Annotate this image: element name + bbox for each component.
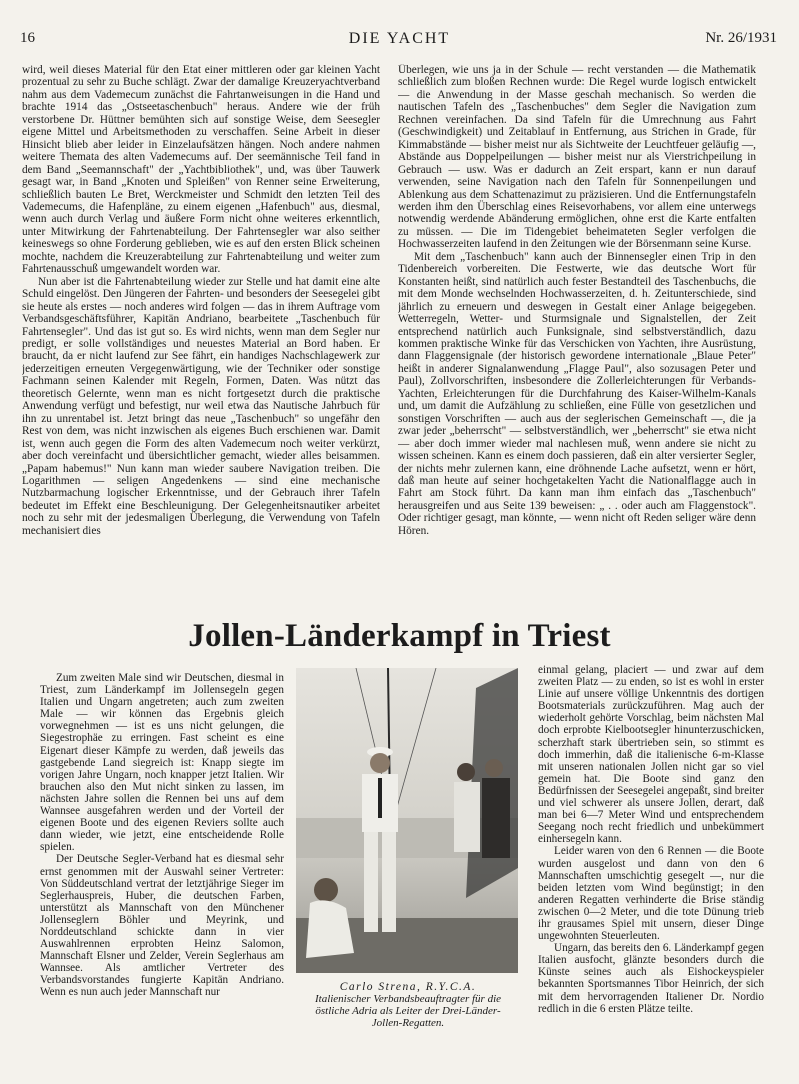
caption-name: Carlo Strena, R.Y.C.A. (339, 981, 477, 993)
upper-left-column (22, 64, 380, 600)
article-left-column (40, 672, 284, 1077)
paragraph: Mit dem „Taschenbuch" kann auch der Binnensegler einen Trip in den Tidenbereich vorbereiten. Die Festwerte, wie das deutsche Wort für Konstanten heißt, sind natürlich auch fester Bestandteil des Taschenbuchs, die mit dem Monde wechselnden Hochwasserzeiten, d. h. Zeitunterschiede, sind jährlich zu erneuern und deswegen in Gestalt einer Anlage beigegeben. Wetterregeln, Wetter- und Sturmsignale und Signalstellen, der Zeit entsprechend natürlich auch Funksignale, sind selbstverständlich, dazu kommen praktische Winke für das Verschicken von Yachten, ihre Ausrüstung, dann Flaggensignale (der historisch gewordene internationale „Blaue Peter" heißt in anderer Signalanwendung „Flagge Paul", also sozusagen Peter und Paul), Zollvorschriften, insbesondere die Zollerleichterungen für Verbands-Yachten, Erleichterungen für die Durchfahrung des Kaiser-Wilhelm-Kanals und, um damit die Aufzählung zu schließen, eine Fülle von gesetzlichen und sonstigen Vorschriften — auch aus der seglerischen Gemeinschaft —, die ja zwar jeder „beherrscht" — selbstverständlich, wer „beherrscht" sie etwa nicht — aber doch immer wieder mal nachlesen muß, wenn andere sie nicht zu wissen scheinen. Kann es einem doch passieren, daß ein alter versierter Segler, der nichts mehr zulernen kann, eine dröhnende Lache aufsetzt, wenn er hört, daß man heute auf seiner hochgetakelten Yacht die Nationalflagge auch in Fahrt am Stock führt. Da kann man ihm einfach das „Taschenbuch" herausgreifen und aus Seite 139 beweisen: „ . . oder auch am Flaggenstock". Oder richtiger gesagt, man könnte, — wenn nicht oft Reden seliger wäre denn Hören. (398, 250, 756, 537)
paragraph: Ungarn, das bereits den 6. Länderkampf gegen Italien ausfocht, glänzte besonders durch die Künste seines auch als Eishockeyspieler bekannten Sportsmannes Tibor Heinrich, der sich mit dem hervorragenden Italiener Dr. Nordio redlich in die 6 ersten Plätze teilte. (538, 942, 764, 1015)
paragraph: Zum zweiten Male sind wir Deutschen, diesmal in Triest, zum Länderkampf im Jollensegeln gegen Italien und Ungarn angetreten; auch zum zweiten Male — wir können das Ergebnis gleich vorwegnehmen — ist es uns nicht gelungen, die Siegestrophäe zu erringen. Fast scheint es eine Eigenart dieser Kämpfe zu werden, daß jeweils das gastgebende Land siegreich ist: Knapp siegte im vorigen Jahre Ungarn, noch knapper jetzt Italien. Wir brauchen also den Mut nicht sinken zu lassen, im nächsten Jahre sollen die Rennen bei uns auf dem Wannsee ausgefahren werden und der Vorteil der eigenen Boote und des eigenen Reviers sollte auch dann wieder, wie jetzt, eine entscheidende Rolle spielen. (40, 672, 284, 854)
issue-number: Nr. 26/1931 (705, 30, 777, 46)
paragraph: Der Deutsche Segler-Verband hat es diesmal sehr ernst genommen mit der Auswahl seiner Vertreter: Von Süddeutschland vertrat der letztjährige Sieger im Seglerhauspreis, Huber, die deutschen Farben, unterstützt als Mannschaft von den Münchener Jollenseglern Böhler und Meyrink, und Norddeutschland schickte dann in vier Auswahlrennen erprobten Heinz Salomon, Mannschaft Elsner und Zelder, Verein Seglerhaus am Wannsee. Als amtlicher Vertreter des Verbandsvorstandes fungierte Kapitän Andriano. Wenn es nun auch jeder Mannschaft nur (40, 853, 284, 999)
page-number: 16 (20, 30, 35, 46)
photo-caption (290, 981, 526, 1029)
caption-line: Italienischer Verbandsbeauftragter für die (314, 993, 502, 1005)
article-headline: Jollen-Länderkampf in Triest (188, 618, 611, 654)
upper-right-column (398, 64, 756, 600)
page-header (0, 30, 799, 52)
photo-illustration (296, 668, 518, 973)
paragraph: wird, weil dieses Material für den Etat einer mittleren oder gar kleinen Yacht prozentual zu sehr zu Buche schlägt. Zwar der damalige Kreuzeryachtverband nahm aus dem Vademecum zunächst die Fahrtanweisungen in die Hand und brachte 1914 das „Ostseetaschenbuch" heraus. Andere wie der früh verstorbene Dr. Hüttner bemühten sich auf sonstige Weise, dem Seesegler eigene Mittel und Arbeitsmethoden zu verschaffen. Seine Arbeit in dieser Hinsicht blieb aber leider in Einzelaufsätzen hängen. Noch andere nahmen weitere Themata des alten Vademecums auf. Der seemännische Teil fand in dem Band „Seemannschaft" der „Yachtbibliothek", und, was über Tauwerk gesagt war, in Band „Knoten und Spleißen" von Renner seine Erweiterung, schließlich bauten Le Bret, Werckmeister und Schmidt den letzten Teil des Vademecums, die Hafenpläne, zu einem eigenen „Hafenbuch" aus, diesmal, wenn auch durch Verlag und äußere Form nicht ohne weiteres erkenntlich, unter Mitwirkung der Fahrtenabteilung. Der Fahrtensegler war also seither keineswegs so ohne Forderung geblieben, wie es auf den ersten Blick scheinen mochte, nachdem die Kreuzerabteilung zur Fahrtenabteilung und weiter zum Fahrtenausschuß umgewandelt worden war. (22, 64, 380, 276)
article-photo (296, 668, 518, 973)
caption-line: östliche Adria als Leiter der Drei-Länder- (315, 1005, 501, 1017)
paragraph: Nun aber ist die Fahrtenabteilung wieder zur Stelle und hat damit eine alte Schuld eingelöst. Den Jüngeren der Fahrten- und besonders der Seesegelei gibt sie heute als erstes — noch anderes wird folgen — das in ihrem Auftrage vom Verbandsgeschäftsführer, Kapitän Andriano, bearbeitete „Taschenbuch für Fahrtensegler". Und das ist gut so. Es wird nichts, wenn man dem Segler nur predigt, er solle vollständiges und neuestes Material an Bord haben. Er braucht, da er nicht laufend zur See fährt, ein handiges Nachschlagewerk zur jederzeitigen erneuten Vergegenwärtigung, wie der Techniker oder sonstige Fachmann seinen Kalender mit Regeln, Formen, Daten. Was nützt das theoretisch Gelernte, wenn man es nicht fortgesetzt durch die praktische Anwendung verfügt und befestigt, nur weil etwa das Nautische Jahrbuch für ihn zu unrentabel ist. Jetzt bringt das neue „Taschenbuch" so ungefähr den Rest von dem, was nicht inzwischen als eigenes Buch erschienen war. Damit ist, wenn auch gegen die Form des alten Vademecum noch weiter verkürzt, aber doch vereinfacht und übersichtlicher gemacht, wieder alles beisammen. „Papam habemus!" Nun kann man wieder saubere Navigation treiben. Die Logarithmen — seligen Angedenkens — sind eine mechanische Nutzbarmachung logischer Erkenntnisse, und der Gebrauch ihrer Tafeln bedeutet im Effekt eine Beschleunigung. Der Gelegenheitsnautiker arbeitet noch zu sehr mit der jedesmaligen Überlegung, die Verwendung von Tafeln mechanisiert dies (22, 275, 380, 537)
article-right-column (538, 664, 764, 1077)
paragraph: Leider waren von den 6 Rennen — die Boote wurden ausgelost und dann von den 6 Mannschaften umschichtig gesegelt —, nur die beiden letzten vom Wind begünstigt; in den anderen Regatten verhinderte die Brise ständig zwischen 0—2 Meter, und die tote Dünung trieb ihr grausames Spiel mit unsern, dieser Dinge ungewohnten Steuerleuten. (538, 845, 764, 943)
paragraph: einmal gelang, placiert — und zwar auf dem zweiten Platz — zu enden, so ist es wohl in erster Linie auf unsere völlige Unkenntnis des dortigen Bootsmaterials zurückzuführen. Mag auch der wiederholt gehörte Vorschlag, beim nächsten Mal doch erprobte Kielbootsegler hinunterzuschicken, scherzhaft stark übertrieben sein, so stimmt es doch immerhin, daß die italienische 6-m-Klasse mit unseren nationalen Jollen nicht gar so viel gemein hat. Die Boote sind ganz den Bedürfnissen der Seesegelei angepaßt, sind breiter und viel schwerer als unsere Jollen, derart, daß man bei 6—7 Meter Wind und entsprechendem Seegang noch recht friedlich und unbekümmert einhersegeln kann. (538, 664, 764, 846)
caption-line: Jollen-Regatten. (371, 1017, 445, 1029)
publication-title: DIE YACHT (348, 30, 451, 47)
paragraph: Überlegen, wie uns ja in der Schule — recht verstanden — die Mathematik schließlich zum bloßen Rechnen wurde: Die Regel wurde logisch entwickelt — die Anwendung in der Masse geschah mechanisch. So werden die nautischen Tafeln des „Taschenbuches" dem Segler die Navigation zum Rechnen vereinfachen. Da sind Tafeln für die Umrechnung aus Fahrt (Geschwindigkeit) und Zeitablauf in Entfernung, aus Strichen in Grade, für Kimmabstände — bisher meist nur als Sichtweite der Leuchtfeuer geläufig —, Abstände aus Doppelpeilungen — bisher meist nur als Vierstrichpeilung in Gebrauch — usw. Was er dadurch an Zeit erspart, kann er nun darauf verwenden, seine Navigation nach den Tafeln für Sonnenpeilungen und Ablenkung aus dem Schattenazimut zu präzisieren. Und die Entfernungstafeln werden ihm den Überschlag eines Reisevorhabens, vor allem eine unterwegs notwendig werdende Abänderung ermöglichen, ohne erst die Karte entfalten zu müssen. — Die im Tidengebiet beheimateten Segler verfolgen die Hochwasserzeiten laufend in den Zeitungen wie der Börsenmann seine Kurse. (398, 64, 756, 251)
